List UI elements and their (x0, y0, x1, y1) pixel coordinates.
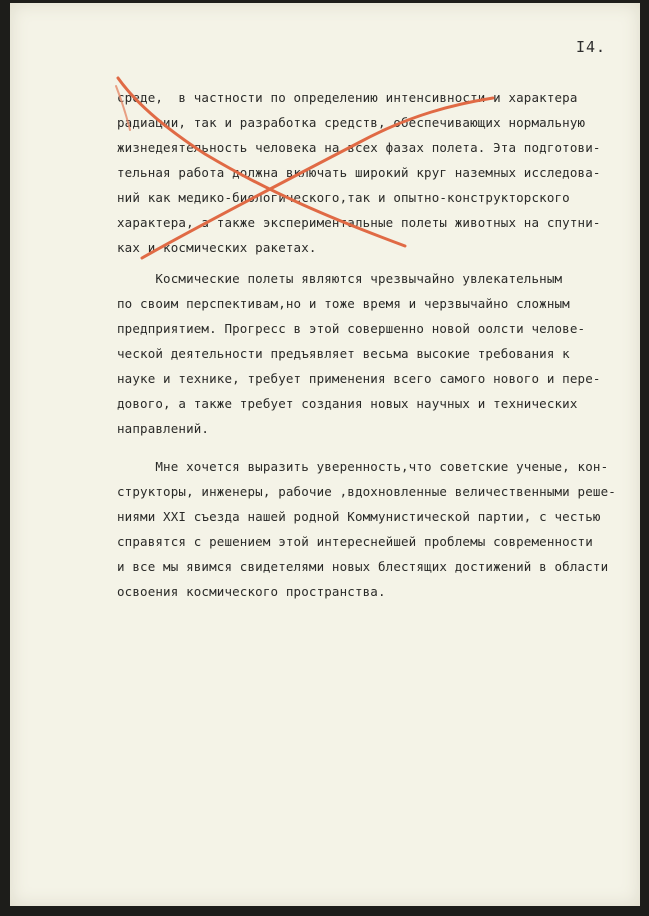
text-line-11: ческой деятельности предъявляет весьма высокие требования к (117, 346, 570, 361)
text-line-1: среде, в частности по определению интенсивности и характера (117, 90, 578, 105)
text-line-12: науке и технике, требует применения всего самого нового и пере- (117, 371, 601, 386)
text-line-6: характера, а также экспериментальные полеты животных на спутни- (117, 215, 601, 230)
text-line-5: ний как медико-биологического,так и опытно-конструкторского (117, 190, 570, 205)
text-line-20: освоения космического пространства. (117, 584, 386, 599)
text-line-15: Мне хочется выразить уверенность,что советские ученые, кон- (117, 459, 609, 474)
text-line-3: жизнедеятельность человека на всех фазах полета. Эта подготови- (117, 140, 601, 155)
page-number: I4. (576, 38, 607, 56)
text-line-19: и все мы явимся свидетелями новых блестящих достижений в области (117, 559, 609, 574)
text-line-14: направлений. (117, 421, 210, 436)
paper-sheet (10, 3, 640, 906)
text-line-9: по своим перспективам,но и тоже время и черзвычайно сложным (117, 296, 570, 311)
text-line-4: тельная работа должна включать широкий круг наземных исследова- (117, 165, 601, 180)
text-line-7: ках и космических ракетах. (117, 240, 317, 255)
text-line-17: ниями XXI съезда нашей родной Коммунистической партии, с честью (117, 509, 601, 524)
text-line-16: структоры, инженеры, рабочие ,вдохновленные величественными реше- (117, 484, 616, 499)
text-line-18: справятся с решением этой интереснейшей проблемы современности (117, 534, 593, 549)
text-line-13: дового, а также требует создания новых научных и технических (117, 396, 578, 411)
text-line-10: предприятием. Прогресс в этой совершенно новой оолсти челове- (117, 321, 586, 336)
text-line-2: радиации, так и разработка средств, обеспечивающих нормальную (117, 115, 586, 130)
text-line-8: Космические полеты являются чрезвычайно увлекательным (117, 271, 563, 286)
